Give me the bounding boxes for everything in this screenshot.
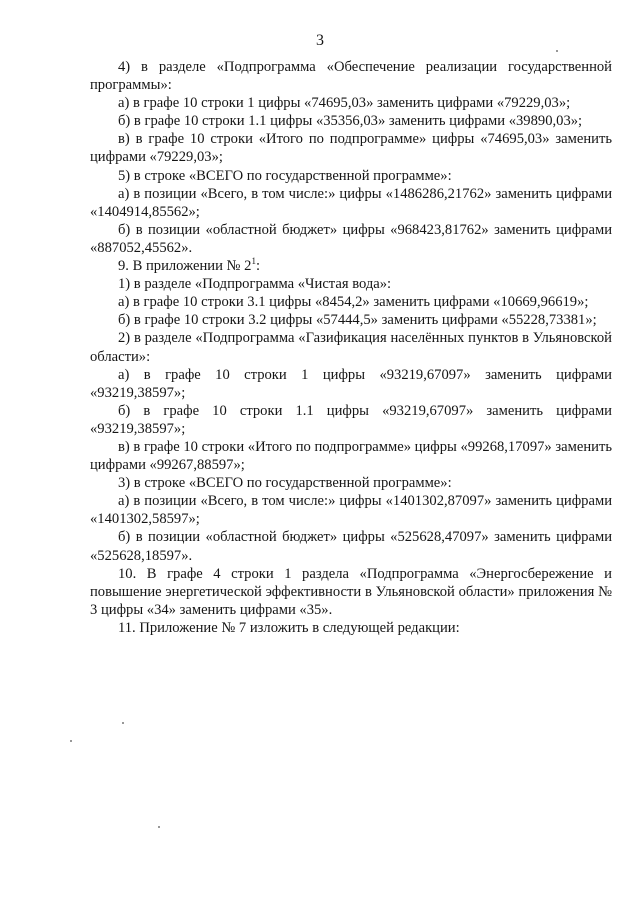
paragraph: а) в позиции «Всего, в том числе:» цифры «1401302,87097» заменить цифрами «1401302,58597»; <box>90 493 612 528</box>
paragraph: 10. В графе 4 строки 1 раздела «Подпрограмма «Энергосбережение и повышение энергетической эффективности в Ульяновской области» приложения № 3 цифры «34» заменить цифрами «35». <box>90 565 612 618</box>
paragraph: в) в графе 10 строки «Итого по подпрограмме» цифры «74695,03» заменить цифрами «79229,03»; <box>90 131 612 166</box>
scan-speck <box>556 50 558 52</box>
document-body <box>90 58 612 637</box>
paragraph: б) в позиции «областной бюджет» цифры «968423,81762» заменить цифрами «887052,45562». <box>90 221 612 256</box>
page-number: 3 <box>316 32 324 49</box>
paragraph: б) в позиции «областной бюджет» цифры «525628,47097» заменить цифрами «525628,18597». <box>90 529 612 564</box>
scan-speck <box>158 826 160 828</box>
superscript: 1 <box>251 256 256 267</box>
scan-speck <box>122 722 124 724</box>
paragraph: 4) в разделе «Подпрограмма «Обеспечение реализации государственной программы»: <box>90 59 612 94</box>
paragraph: б) в графе 10 строки 1.1 цифры «35356,03» заменить цифрами «39890,03»; <box>118 113 583 130</box>
paragraph: в) в графе 10 строки «Итого по подпрограмме» цифры «99268,17097» заменить цифрами «99267,88597»; <box>90 438 612 474</box>
paragraph: 5) в строке «ВСЕГО по государственной программе»: <box>118 167 452 184</box>
scan-speck <box>70 740 72 742</box>
paragraph-item-9 <box>90 257 612 275</box>
paragraph: а) в графе 10 строки 1 цифры «74695,03» заменить цифрами «79229,03»; <box>118 95 571 112</box>
paragraph: 2) в разделе «Подпрограмма «Газификация населённых пунктов в Ульяновской области»: <box>90 330 612 365</box>
paragraph: 11. Приложение № 7 изложить в следующей редакции: <box>118 619 460 636</box>
item-9-tail: : <box>255 258 260 275</box>
paragraph: а) в графе 10 строки 3.1 цифры «8454,2» заменить цифрами «10669,96619»; <box>118 294 589 311</box>
paragraph: 3) в строке «ВСЕГО по государственной программе»: <box>118 475 452 492</box>
paragraph: б) в графе 10 строки 3.2 цифры «57444,5» заменить цифрами «55228,73381»; <box>118 312 597 329</box>
paragraph: а) в графе 10 строки 1 цифры «93219,67097» заменить цифрами «93219,38597»; <box>90 366 612 401</box>
paragraph: 1) в разделе «Подпрограмма «Чистая вода»: <box>118 276 392 293</box>
item-9-text: 9. В приложении № 2 <box>118 258 252 275</box>
paragraph: а) в позиции «Всего, в том числе:» цифры «1486286,21762» заменить цифрами «1404914,85562»; <box>90 185 612 220</box>
paragraph: б) в графе 10 строки 1.1 цифры «93219,67097» заменить цифрами «93219,38597»; <box>90 402 612 437</box>
